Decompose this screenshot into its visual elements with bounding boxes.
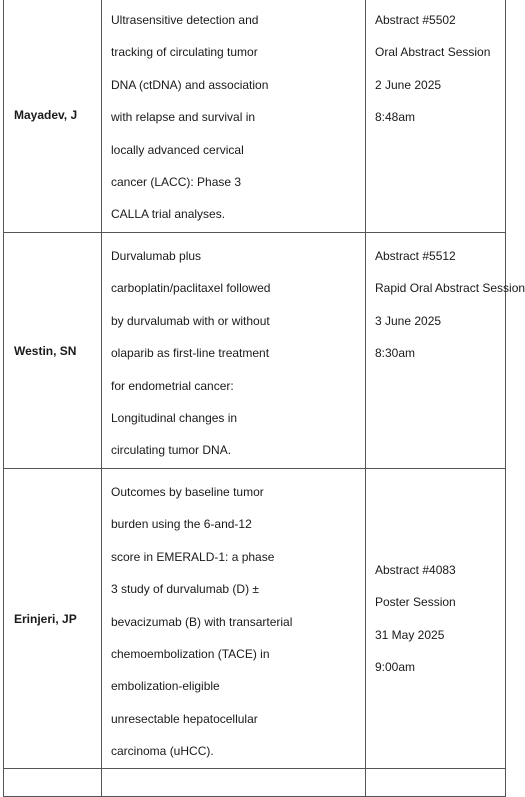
title-line: Outcomes by baseline tumor: [111, 485, 264, 499]
session-time: 8:48am: [375, 110, 416, 125]
session-time: 9:00am: [375, 659, 416, 674]
title-line: with relapse and survival in: [111, 110, 256, 125]
title-line: circulating tumor DNA.: [111, 443, 232, 458]
title-cell: [102, 0, 366, 233]
session-info-cell: [366, 769, 506, 797]
session-date: 31 May 2025: [375, 627, 445, 642]
author-cell: Westin, SN: [4, 233, 102, 469]
table-row: [4, 0, 506, 233]
abstract-number: Abstract #4083: [375, 562, 456, 577]
session-info-cell: [366, 233, 525, 469]
author-cell: [4, 769, 102, 797]
author-cell: Mayadev, J: [4, 0, 102, 233]
title-line: embolization-eligible: [111, 679, 220, 694]
title-cell: [102, 469, 366, 769]
session-date: 2 June 2025: [375, 77, 442, 92]
abstracts-table: [3, 0, 525, 797]
author-cell: Erinjeri, JP: [4, 469, 102, 769]
table-row: [4, 469, 506, 769]
title-line: Ultrasensitive detection and: [111, 13, 259, 27]
title-line: Longitudinal changes in: [111, 411, 238, 426]
session-time: 8:30am: [375, 346, 416, 361]
title-line: CALLA trial analyses.: [111, 207, 226, 222]
title-line: by durvalumab with or without: [111, 313, 270, 328]
title-line: unresectable hepatocellular: [111, 711, 258, 726]
title-line: burden using the 6-and-12: [111, 517, 252, 532]
session-type: Rapid Oral Abstract Session: [375, 281, 525, 296]
table-row: [4, 769, 506, 797]
title-line: carcinoma (uHCC).: [111, 744, 214, 759]
session-info-cell: [366, 0, 506, 233]
title-line: olaparib as first-line treatment: [111, 346, 270, 361]
title-line: 3 study of durvalumab (D) ±: [111, 582, 259, 597]
title-line: Durvalumab plus: [111, 249, 202, 263]
abstract-number: Abstract #5502: [375, 13, 456, 27]
title-line: locally advanced cervical: [111, 142, 244, 157]
session-type: Poster Session: [375, 595, 456, 610]
title-line: for endometrial cancer:: [111, 378, 234, 393]
title-line: cancer (LACC): Phase 3: [111, 175, 242, 190]
title-line: score in EMERALD-1: a phase: [111, 549, 275, 564]
session-date: 3 June 2025: [375, 313, 442, 328]
session-info-cell: [366, 469, 506, 769]
title-line: chemoembolization (TACE) in: [111, 647, 270, 662]
session-type: Oral Abstract Session: [375, 45, 491, 60]
title-line: bevacizumab (B) with transarterial: [111, 614, 293, 629]
title-line: tracking of circulating tumor: [111, 45, 258, 60]
title-line: carboplatin/paclitaxel followed: [111, 281, 271, 296]
title-line: DNA (ctDNA) and association: [111, 77, 269, 92]
title-cell: [102, 233, 366, 469]
abstract-number: Abstract #5512: [375, 249, 456, 263]
table-row: [4, 233, 506, 469]
title-cell: [102, 769, 366, 797]
